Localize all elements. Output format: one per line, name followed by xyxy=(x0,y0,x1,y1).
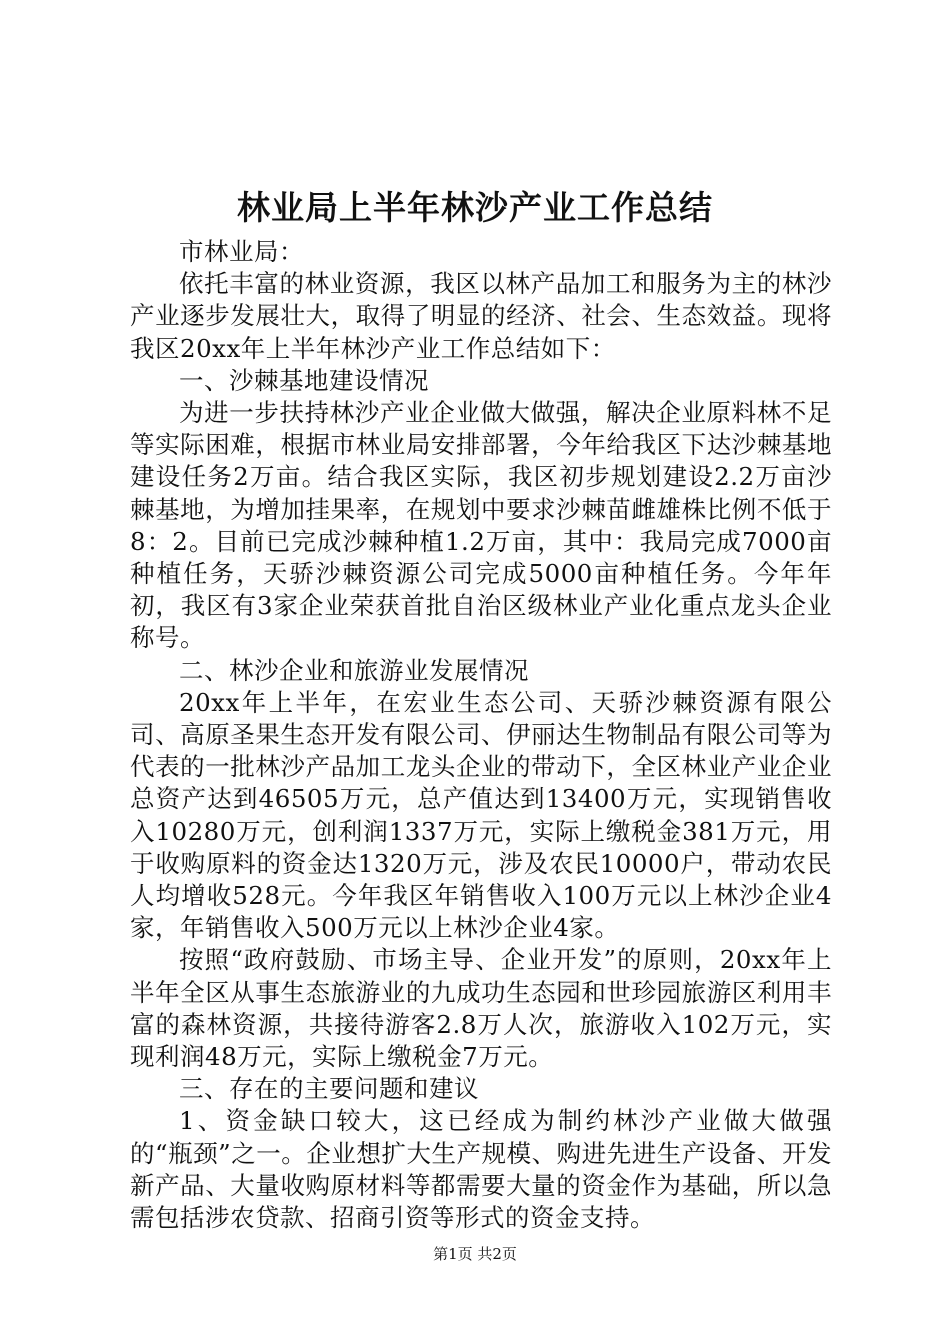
salutation: 市林业局： xyxy=(179,237,304,266)
page-footer: 第1页 共2页 xyxy=(433,1245,517,1263)
section-heading-1: 一、沙棘基地建设情况 xyxy=(179,365,429,395)
intro-paragraph: 依托丰富的林业资源，我区以林产品加工和服务为主的林沙产业逐步发展壮大，取得了明显的经济、社会、生态效益。现将我区20xx年上半年林沙产业工作总结如下： xyxy=(130,269,832,363)
document-title: 林业局上半年林沙产业工作总结 xyxy=(237,188,713,227)
section-heading-3: 三、存在的主要问题和建议 xyxy=(179,1074,479,1104)
document-body xyxy=(130,236,832,1234)
section-3-paragraph-1: 1、资金缺口较大，这已经成为制约林沙产业做大做强的“瓶颈”之一。企业想扩大生产规模、购进先进生产设备、开发新产品、大量收购原材料等都需要大量的资金作为基础，所以急需包括涉农贷款、招商引资等形式的资金支持。 xyxy=(130,1106,832,1233)
section-1-paragraph: 为进一步扶持林沙产业企业做大做强，解决企业原料林不足等实际困难，根据市林业局安排部署，今年给我区下达沙棘基地建设任务2万亩。结合我区实际，我区初步规划建设2.2万亩沙棘基地，为增加挂果率，在规划中要求沙棘苗雌雄株比例不低于8：2。目前已完成沙棘种植1.2万亩，其中：我局完成7000亩种植任务，天骄沙棘资源公司完成5000亩种植任务。今年年初，我区有3家企业荣获首批自治区级林业产业化重点龙头企业称号。 xyxy=(130,398,832,653)
section-heading-2: 二、林沙企业和旅游业发展情况 xyxy=(179,655,529,685)
section-2-paragraph-2: 按照“政府鼓励、市场主导、企业开发”的原则，20xx年上半年全区从事生态旅游业的九成功生态园和世珍园旅游区利用丰富的森林资源，共接待游客2.8万人次，旅游收入102万元，实现利润48万元，实际上缴税金7万元。 xyxy=(130,945,832,1072)
section-2-paragraph-1: 20xx年上半年，在宏业生态公司、天骄沙棘资源有限公司、高原圣果生态开发有限公司、伊丽达生物制品有限公司等为代表的一批林沙产品加工龙头企业的带动下，全区林业产业企业总资产达到46505万元，总产值达到13400万元，实现销售收入10280万元，创利润1337万元，实际上缴税金381万元，用于收购原料的资金达1320万元，涉及农民10000户，带动农民人均增收528元。今年我区年销售收入100万元以上林沙企业4家，年销售收入500万元以上林沙企业4家。 xyxy=(130,687,832,943)
